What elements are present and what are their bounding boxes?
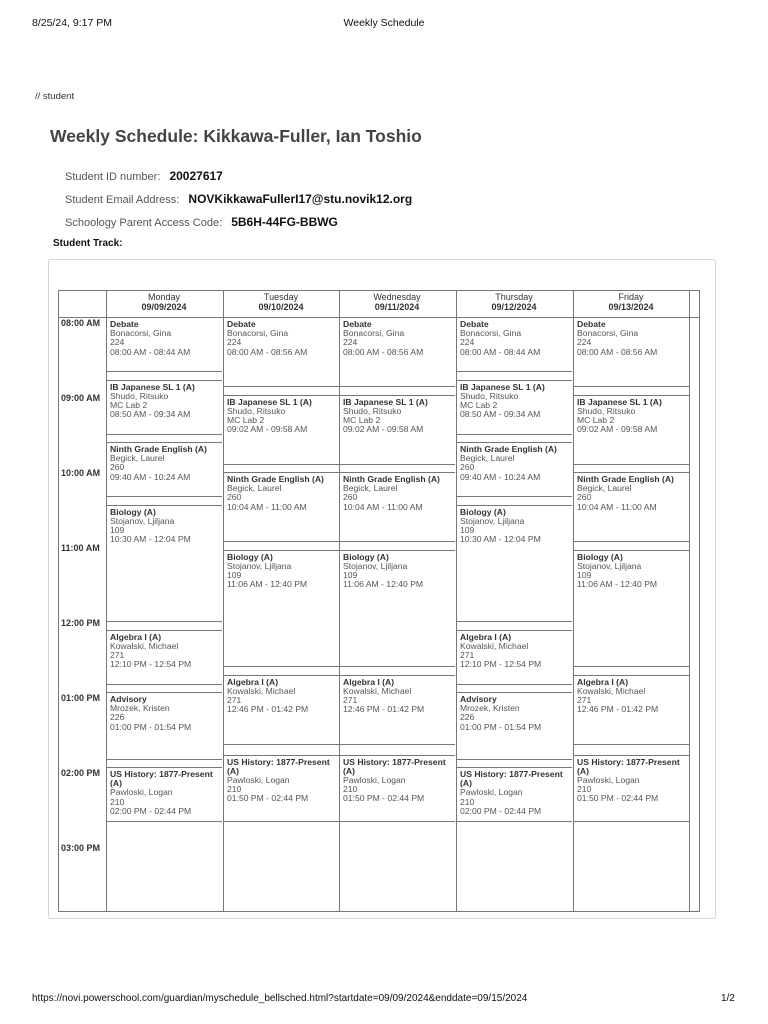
print-url: https://novi.powerschool.com/guardian/myschedule_bellsched.html?startdate=09/09/2024&enddate=09/15/2024 bbox=[32, 993, 528, 1004]
class-room: 224 bbox=[343, 337, 358, 348]
day-name: Tuesday bbox=[263, 292, 299, 302]
class-time: 10:04 AM - 11:00 AM bbox=[227, 501, 307, 512]
class-room: 271 bbox=[460, 649, 475, 660]
class-teacher: Begick, Laurel bbox=[343, 483, 398, 494]
day-name: Friday bbox=[618, 292, 644, 302]
day-name: Wednesday bbox=[373, 292, 421, 302]
class-time: 09:02 AM - 09:58 AM bbox=[577, 424, 658, 435]
class-name: Advisory bbox=[460, 694, 497, 704]
class-time: 08:00 AM - 08:44 AM bbox=[460, 346, 541, 357]
class-name: Ninth Grade English (A) bbox=[460, 444, 557, 454]
class-room: 224 bbox=[110, 337, 125, 348]
class-teacher: Mrozek, Kristen bbox=[110, 703, 170, 714]
class-time: 01:50 PM - 02:44 PM bbox=[227, 793, 309, 804]
class-block[interactable] bbox=[340, 675, 455, 745]
class-block[interactable] bbox=[224, 675, 339, 745]
class-block[interactable] bbox=[107, 317, 222, 372]
class-time: 08:00 AM - 08:56 AM bbox=[343, 346, 424, 357]
class-time: 02:00 PM - 02:44 PM bbox=[110, 805, 192, 816]
class-room: 210 bbox=[577, 784, 592, 795]
class-room: MC Lab 2 bbox=[460, 399, 498, 410]
class-block[interactable] bbox=[107, 692, 222, 760]
parent-access-code-value: 5B6H-44FG-BBWG bbox=[231, 215, 338, 229]
class-room: 210 bbox=[227, 784, 242, 795]
class-name: Ninth Grade English (A) bbox=[110, 444, 207, 454]
class-block[interactable] bbox=[340, 472, 455, 542]
student-track-label: Student Track: bbox=[53, 238, 123, 249]
class-block[interactable] bbox=[457, 442, 572, 497]
class-block[interactable] bbox=[574, 675, 689, 745]
hour-label: 02:00 PM bbox=[61, 768, 101, 778]
class-teacher: Begick, Laurel bbox=[577, 483, 632, 494]
class-teacher: Stojanov, Ljiljana bbox=[227, 560, 292, 571]
class-room: 109 bbox=[343, 569, 358, 580]
class-room: 260 bbox=[460, 462, 475, 473]
day-date: 09/12/2024 bbox=[491, 301, 537, 312]
class-room: 109 bbox=[227, 569, 242, 580]
class-name: Debate bbox=[343, 319, 372, 329]
class-room: 271 bbox=[110, 649, 125, 660]
breadcrumb[interactable]: // student bbox=[35, 91, 75, 102]
class-time: 10:04 AM - 11:00 AM bbox=[343, 501, 423, 512]
class-teacher: Bonacorsi, Gina bbox=[343, 328, 405, 339]
class-block[interactable] bbox=[457, 630, 572, 685]
class-block[interactable] bbox=[224, 317, 339, 387]
class-block[interactable] bbox=[574, 317, 689, 387]
class-name: Ninth Grade English (A) bbox=[577, 474, 674, 484]
class-teacher: Bonacorsi, Gina bbox=[227, 328, 289, 339]
day-date: 09/13/2024 bbox=[608, 301, 654, 312]
class-room: MC Lab 2 bbox=[227, 414, 265, 425]
class-block[interactable] bbox=[224, 395, 339, 465]
class-block[interactable] bbox=[224, 550, 339, 668]
class-teacher: Stojanov, Ljiljana bbox=[110, 515, 175, 526]
day-date: 09/10/2024 bbox=[258, 301, 304, 312]
class-block[interactable] bbox=[340, 317, 455, 387]
hour-label: 11:00 AM bbox=[61, 543, 100, 553]
class-block[interactable] bbox=[457, 505, 572, 623]
class-name: Biology (A) bbox=[577, 551, 623, 562]
class-name: IB Japanese SL 1 (A) bbox=[343, 396, 428, 407]
class-time: 09:02 AM - 09:58 AM bbox=[227, 424, 308, 435]
class-block[interactable] bbox=[457, 380, 572, 435]
class-room: 224 bbox=[460, 337, 475, 348]
day-header-tuesday bbox=[223, 293, 339, 312]
class-time: 08:00 AM - 08:56 AM bbox=[227, 346, 308, 357]
class-name: IB Japanese SL 1 (A) bbox=[460, 381, 545, 392]
class-time: 09:40 AM - 10:24 AM bbox=[110, 471, 191, 482]
class-room: 260 bbox=[577, 492, 592, 503]
class-name: Algebra I (A) bbox=[460, 631, 512, 642]
class-name: Ninth Grade English (A) bbox=[343, 474, 440, 484]
student-email-label: Student Email Address: bbox=[65, 194, 180, 206]
class-room: 224 bbox=[577, 337, 592, 348]
class-room: MC Lab 2 bbox=[110, 399, 148, 410]
class-name: Debate bbox=[460, 319, 489, 329]
class-teacher: Pawloski, Logan bbox=[577, 774, 640, 785]
hour-label: 03:00 PM bbox=[61, 843, 101, 853]
page-title: Weekly Schedule: Kikkawa-Fuller, Ian Toshio bbox=[50, 126, 422, 146]
hour-label: 10:00 AM bbox=[61, 468, 101, 478]
class-time: 11:06 AM - 12:40 PM bbox=[227, 579, 308, 590]
day-name: Thursday bbox=[495, 292, 533, 302]
class-time: 10:30 AM - 12:04 PM bbox=[460, 534, 541, 545]
print-doc-title: Weekly Schedule bbox=[343, 17, 425, 29]
class-teacher: Kowalski, Michael bbox=[343, 685, 412, 696]
class-teacher: Bonacorsi, Gina bbox=[577, 328, 639, 339]
student-id-row bbox=[65, 169, 223, 183]
class-time: 12:10 PM - 12:54 PM bbox=[110, 659, 192, 670]
class-teacher: Bonacorsi, Gina bbox=[110, 328, 172, 339]
class-teacher: Stojanov, Ljiljana bbox=[343, 560, 408, 571]
class-room: 109 bbox=[577, 569, 592, 580]
class-teacher: Pawloski, Logan bbox=[110, 787, 173, 798]
class-time: 12:46 PM - 01:42 PM bbox=[227, 704, 309, 715]
class-time: 11:06 AM - 12:40 PM bbox=[577, 579, 658, 590]
class-block[interactable] bbox=[107, 442, 222, 497]
print-datetime: 8/25/24, 9:17 PM bbox=[32, 17, 112, 29]
class-room: 226 bbox=[110, 712, 125, 723]
class-teacher: Begick, Laurel bbox=[110, 453, 165, 464]
class-time: 01:50 PM - 02:44 PM bbox=[343, 793, 425, 804]
student-email-value: NOVKikkawaFullerI17@stu.novik12.org bbox=[188, 192, 413, 206]
class-time: 08:00 AM - 08:44 AM bbox=[110, 346, 191, 357]
class-room: MC Lab 2 bbox=[343, 414, 381, 425]
class-time: 12:10 PM - 12:54 PM bbox=[460, 659, 542, 670]
hour-label: 01:00 PM bbox=[61, 693, 101, 703]
class-time: 02:00 PM - 02:44 PM bbox=[460, 805, 542, 816]
class-name: Advisory bbox=[110, 694, 147, 704]
class-room: 109 bbox=[110, 524, 125, 535]
class-teacher: Begick, Laurel bbox=[227, 483, 282, 494]
class-time: 12:46 PM - 01:42 PM bbox=[343, 704, 425, 715]
class-teacher: Pawloski, Logan bbox=[343, 774, 406, 785]
class-teacher: Stojanov, Ljiljana bbox=[577, 560, 642, 571]
class-room: 226 bbox=[460, 712, 475, 723]
day-header-friday bbox=[573, 293, 689, 312]
day-header-thursday bbox=[456, 293, 572, 312]
class-name: Debate bbox=[110, 319, 139, 329]
grid-column-line bbox=[689, 290, 690, 912]
class-block[interactable] bbox=[107, 630, 222, 685]
class-name: Debate bbox=[227, 319, 256, 329]
class-teacher: Kowalski, Michael bbox=[227, 685, 296, 696]
class-room: 271 bbox=[343, 694, 358, 705]
class-room: 109 bbox=[460, 524, 475, 535]
class-teacher: Pawloski, Logan bbox=[227, 774, 290, 785]
class-teacher: Kowalski, Michael bbox=[110, 640, 179, 651]
class-name: Algebra I (A) bbox=[110, 631, 162, 642]
class-teacher: Pawloski, Logan bbox=[460, 787, 523, 798]
class-block[interactable] bbox=[457, 692, 572, 760]
class-block[interactable] bbox=[457, 767, 572, 822]
class-name: IB Japanese SL 1 (A) bbox=[227, 396, 312, 407]
class-block[interactable] bbox=[340, 395, 455, 465]
parent-access-code-label: Schoology Parent Access Code: bbox=[65, 217, 223, 229]
class-block[interactable] bbox=[340, 550, 455, 668]
class-name: IB Japanese SL 1 (A) bbox=[577, 396, 662, 407]
student-id-value: 20027617 bbox=[169, 169, 223, 183]
print-page-number: 1/2 bbox=[721, 993, 735, 1004]
class-time: 08:50 AM - 09:34 AM bbox=[460, 409, 541, 420]
class-time: 08:50 AM - 09:34 AM bbox=[110, 409, 191, 420]
class-block[interactable] bbox=[340, 755, 455, 823]
class-time: 09:40 AM - 10:24 AM bbox=[460, 471, 541, 482]
hour-label: 12:00 PM bbox=[61, 618, 101, 628]
hour-label: 09:00 AM bbox=[61, 393, 101, 403]
hour-label: 08:00 AM bbox=[61, 318, 101, 328]
class-name: IB Japanese SL 1 (A) bbox=[110, 381, 195, 392]
class-name: Algebra I (A) bbox=[343, 676, 395, 687]
class-name: Biology (A) bbox=[460, 506, 506, 517]
class-name: Biology (A) bbox=[227, 551, 273, 562]
class-time: 01:00 PM - 01:54 PM bbox=[460, 721, 542, 732]
class-time: 12:46 PM - 01:42 PM bbox=[577, 704, 659, 715]
class-time: 10:30 AM - 12:04 PM bbox=[110, 534, 191, 545]
class-room: 260 bbox=[343, 492, 358, 503]
class-teacher: Kowalski, Michael bbox=[577, 685, 646, 696]
class-room: 224 bbox=[227, 337, 242, 348]
class-name: Ninth Grade English (A) bbox=[227, 474, 324, 484]
class-block[interactable] bbox=[107, 380, 222, 435]
class-block[interactable] bbox=[107, 505, 222, 623]
class-room: 271 bbox=[227, 694, 242, 705]
class-block[interactable] bbox=[574, 395, 689, 465]
day-date: 09/09/2024 bbox=[141, 301, 187, 312]
class-teacher: Shudo, Ritsuko bbox=[110, 390, 169, 401]
class-name: Biology (A) bbox=[343, 551, 389, 562]
class-block[interactable] bbox=[574, 755, 689, 823]
class-block[interactable] bbox=[224, 755, 339, 823]
class-name: US History: 1877-Present (A) bbox=[577, 756, 680, 776]
class-room: 210 bbox=[460, 796, 475, 807]
class-teacher: Shudo, Ritsuko bbox=[577, 405, 636, 416]
parent-access-code-row bbox=[65, 215, 338, 229]
class-block[interactable] bbox=[107, 767, 222, 822]
class-room: 271 bbox=[577, 694, 592, 705]
class-room: 210 bbox=[110, 796, 125, 807]
class-name: US History: 1877-Present (A) bbox=[343, 756, 446, 776]
class-time: 11:06 AM - 12:40 PM bbox=[343, 579, 424, 590]
day-header-wednesday bbox=[339, 293, 455, 312]
class-teacher: Mrozek, Kristen bbox=[460, 703, 520, 714]
class-block[interactable] bbox=[457, 317, 572, 372]
day-name: Monday bbox=[147, 292, 181, 302]
student-id-label: Student ID number: bbox=[65, 171, 161, 183]
class-teacher: Shudo, Ritsuko bbox=[343, 405, 402, 416]
class-name: US History: 1877-Present (A) bbox=[227, 756, 330, 776]
class-name: Algebra I (A) bbox=[227, 676, 279, 687]
class-block[interactable] bbox=[574, 472, 689, 542]
class-teacher: Kowalski, Michael bbox=[460, 640, 529, 651]
class-time: 10:04 AM - 11:00 AM bbox=[577, 501, 657, 512]
class-teacher: Shudo, Ritsuko bbox=[460, 390, 519, 401]
class-time: 09:02 AM - 09:58 AM bbox=[343, 424, 424, 435]
class-room: MC Lab 2 bbox=[577, 414, 615, 425]
class-name: Biology (A) bbox=[110, 506, 156, 517]
class-teacher: Shudo, Ritsuko bbox=[227, 405, 286, 416]
class-room: 210 bbox=[343, 784, 358, 795]
class-time: 08:00 AM - 08:56 AM bbox=[577, 346, 658, 357]
class-block[interactable] bbox=[574, 550, 689, 668]
class-room: 260 bbox=[227, 492, 242, 503]
class-name: Debate bbox=[577, 319, 606, 329]
class-room: 260 bbox=[110, 462, 125, 473]
class-name: US History: 1877-Present (A) bbox=[460, 769, 563, 789]
class-name: Algebra I (A) bbox=[577, 676, 629, 687]
class-teacher: Bonacorsi, Gina bbox=[460, 328, 522, 339]
class-time: 01:00 PM - 01:54 PM bbox=[110, 721, 192, 732]
class-teacher: Begick, Laurel bbox=[460, 453, 515, 464]
class-teacher: Stojanov, Ljiljana bbox=[460, 515, 525, 526]
class-time: 01:50 PM - 02:44 PM bbox=[577, 793, 659, 804]
day-header-monday bbox=[106, 293, 222, 312]
class-block[interactable] bbox=[224, 472, 339, 542]
student-email-row bbox=[65, 192, 412, 206]
class-name: US History: 1877-Present (A) bbox=[110, 769, 213, 789]
day-date: 09/11/2024 bbox=[374, 301, 420, 312]
